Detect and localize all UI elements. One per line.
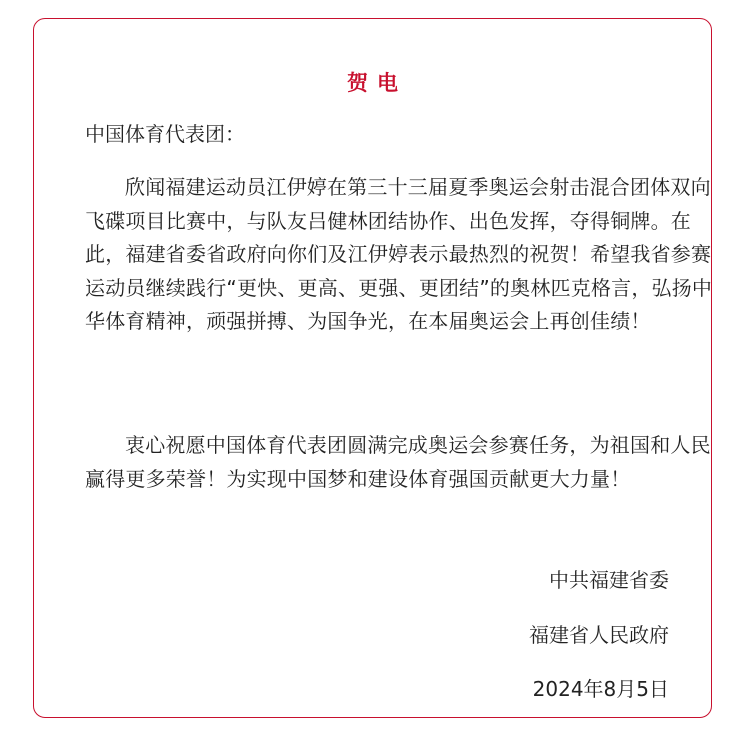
letter-frame [33, 18, 712, 718]
signature-provincial-government: 福建省人民政府 [529, 623, 669, 647]
letter-date: 2024年8月5日 [532, 677, 669, 701]
letter-salutation: 中国体育代表团： [85, 122, 245, 146]
body-paragraph-2: 衷心祝愿中国体育代表团圆满完成奥运会参赛任务，为祖国和人民赢得更多荣誉！为实现中国梦和建设体育强国贡献更大力量！ [85, 433, 711, 491]
letter-title: 贺电 [347, 71, 407, 95]
body-paragraph-1: 欣闻福建运动员江伊婷在第三十三届夏季奥运会射击混合团体双向飞碟项目比赛中，与队友吕健林团结协作、出色发挥，夺得铜牌。在此，福建省委省政府向你们及江伊婷表示最热烈的祝贺！希望我省参赛运动员继续践行“更快、更高、更强、更团结”的奥林匹克格言，弘扬中华体育精神，顽强拼搏、为国争光，在本届奥运会上再创佳绩！ [85, 175, 713, 333]
signature-party-committee: 中共福建省委 [549, 568, 669, 592]
